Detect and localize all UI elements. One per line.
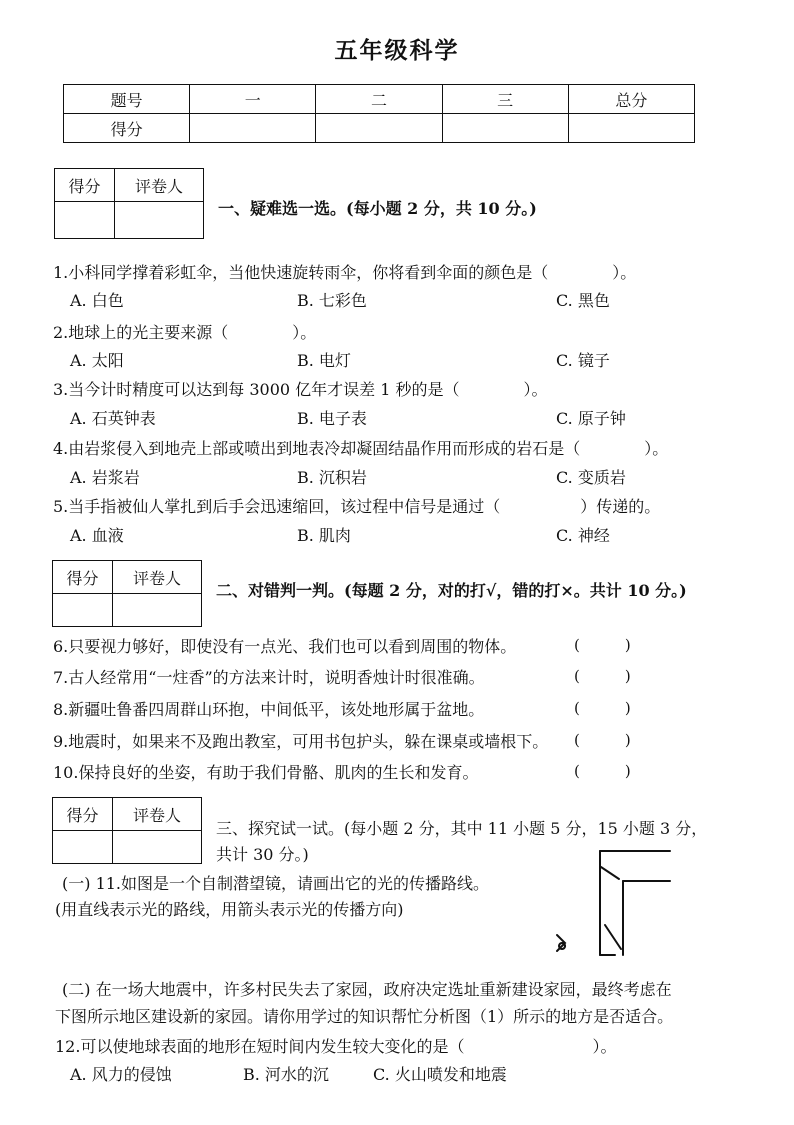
question-1: 1.小科同学撑着彩虹伞，当他快速旋转雨伞，你将看到伞面的颜色是（ ）。 — [53, 263, 637, 282]
option-4b: B. 沉积岩 — [297, 468, 367, 487]
top-mirror-line — [601, 867, 619, 879]
option-3c: C. 原子钟 — [556, 409, 626, 428]
question-11-instruction: (用直线表示光的路线，用箭头表示光的传播方向) — [55, 900, 404, 919]
option-2b: B. 电灯 — [297, 351, 351, 370]
question-9: 9.地震时，如果来不及跑出教室，可用书包护头，躲在课桌或墙根下。 — [53, 732, 549, 751]
grader-box-score-label: 得分 — [55, 169, 115, 202]
grader-box-grader-label: 评卷人 — [114, 169, 203, 202]
question-8: 8.新疆吐鲁番四周群山环抱，中间低平，该处地形属于盆地。 — [53, 700, 485, 719]
score-table-header-cell: 总分 — [568, 85, 694, 114]
bottom-mirror-line — [605, 925, 621, 949]
grader-box-grader-cell[interactable] — [112, 594, 201, 627]
option-4a: A. 岩浆岩 — [70, 468, 140, 487]
grader-box-score-label: 得分 — [53, 798, 113, 831]
option-4c: C. 变质岩 — [556, 468, 626, 487]
page-title: 五年级科学 — [334, 37, 460, 64]
score-table-header-cell: 题号 — [64, 85, 190, 114]
question-12: 12.可以使地球表面的地形在短时间内发生较大变化的是（ ）。 — [55, 1037, 617, 1056]
question-11: (一) 11.如图是一个自制潜望镜，请画出它的光的传播路线。 — [62, 874, 490, 893]
option-5b: B. 肌肉 — [297, 526, 351, 545]
section3-part2-line1: (二) 在一场大地震中，许多村民失去了家园，政府决定选址重新建设家园，最终考虑在 — [62, 980, 672, 999]
score-table-header-cell: 三 — [442, 85, 568, 114]
score-cell[interactable] — [190, 114, 316, 143]
option-1c: C. 黑色 — [556, 291, 610, 310]
option-1a: A. 白色 — [70, 291, 124, 310]
section1-title: 一、疑难选一选。(每小题 2 分，共 10 分。) — [218, 199, 537, 218]
question-6: 6.只要视力够好，即使没有一点光、我们也可以看到周围的物体。 — [53, 637, 517, 656]
score-table-row-label: 得分 — [64, 114, 190, 143]
answer-paren-7[interactable]: ( ) — [574, 667, 631, 685]
grader-box-1 — [54, 168, 204, 239]
grader-box-grader-label: 评卷人 — [112, 561, 201, 594]
score-table — [63, 84, 695, 143]
option-12b: B. 河水的沉 — [243, 1065, 329, 1084]
grader-box-score-cell[interactable] — [53, 831, 113, 864]
option-5c: C. 神经 — [556, 526, 610, 545]
score-table-header-cell: 二 — [316, 85, 442, 114]
grader-box-score-cell[interactable] — [53, 594, 113, 627]
answer-paren-9[interactable]: ( ) — [574, 731, 631, 749]
option-3a: A. 石英钟表 — [70, 409, 156, 428]
grader-box-score-label: 得分 — [53, 561, 113, 594]
question-5: 5.当手指被仙人掌扎到后手会迅速缩回，该过程中信号是通过（ ）传递的。 — [53, 497, 661, 516]
option-3b: B. 电子表 — [297, 409, 367, 428]
option-12a: A. 风力的侵蚀 — [70, 1065, 172, 1084]
option-12c: C. 火山喷发和地震 — [373, 1065, 507, 1084]
grader-box-score-cell[interactable] — [55, 202, 115, 239]
score-cell[interactable] — [316, 114, 442, 143]
answer-paren-8[interactable]: ( ) — [574, 699, 631, 717]
eye-icon — [557, 935, 565, 951]
grader-box-grader-label: 评卷人 — [112, 798, 201, 831]
section3-part2-line2: 下图所示地区建设新的家园。请你用学过的知识帮忙分析图（1）所示的地方是否适合。 — [55, 1007, 674, 1026]
grader-box-grader-cell[interactable] — [114, 202, 203, 239]
score-cell[interactable] — [568, 114, 694, 143]
option-1b: B. 七彩色 — [297, 291, 367, 310]
question-2: 2.地球上的光主要来源（ ）。 — [53, 323, 317, 342]
grader-box-2 — [52, 560, 202, 627]
question-7: 7.古人经常用“一炷香”的方法来计时，说明香烛计时很准确。 — [53, 668, 485, 687]
answer-paren-10[interactable]: ( ) — [574, 762, 631, 780]
periscope-diagram[interactable] — [545, 843, 675, 963]
question-10: 10.保持良好的坐姿，有助于我们骨骼、肌肉的生长和发育。 — [53, 763, 479, 782]
option-5a: A. 血液 — [70, 526, 124, 545]
score-table-header-row — [64, 85, 695, 114]
section3-title-line1: 三、探究试一试。(每小题 2 分，其中 11 小题 5 分，15 小题 3 分， — [216, 819, 708, 838]
section3-title-line2: 共计 30 分。) — [216, 845, 309, 864]
grader-box-grader-cell[interactable] — [112, 831, 201, 864]
option-2a: A. 太阳 — [70, 351, 124, 370]
option-2c: C. 镜子 — [556, 351, 610, 370]
section2-title: 二、对错判一判。(每题 2 分，对的打√，错的打×。共计 10 分。) — [216, 581, 687, 600]
question-4: 4.由岩浆侵入到地壳上部或喷出到地表冷却凝固结晶作用而形成的岩石是（ ）。 — [53, 439, 669, 458]
score-cell[interactable] — [442, 114, 568, 143]
score-table-header-cell: 一 — [190, 85, 316, 114]
answer-paren-6[interactable]: ( ) — [574, 636, 631, 654]
question-3: 3.当今计时精度可以达到每 3000 亿年才误差 1 秒的是（ ）。 — [53, 380, 548, 399]
grader-box-3 — [52, 797, 202, 864]
score-table-score-row — [64, 114, 695, 143]
